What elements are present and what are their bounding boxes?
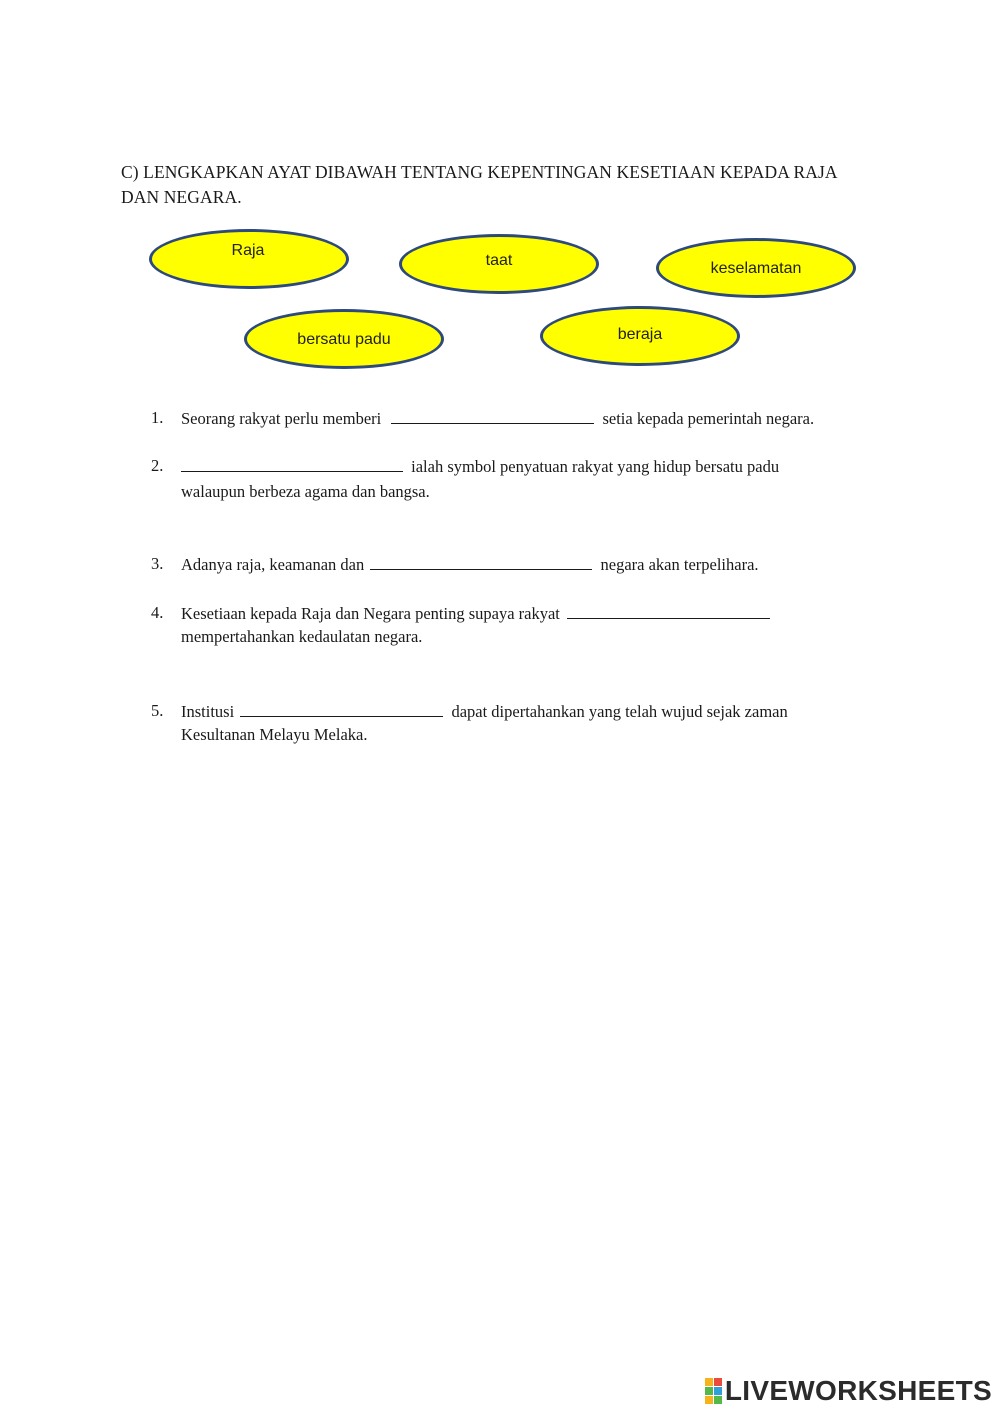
question-5-text-after: dapat dipertahankan yang telah wujud sejak zaman (451, 702, 788, 721)
question-5-line (181, 699, 788, 724)
question-2-continuation: walaupun berbeza agama dan bangsa. (181, 482, 430, 501)
word-option-taat[interactable] (399, 234, 599, 294)
word-option-beraja[interactable] (540, 306, 740, 366)
question-3-text-before: Adanya raja, keamanan dan (181, 555, 365, 574)
question-1-line (181, 406, 814, 431)
answer-blank-3[interactable] (370, 552, 592, 570)
question-5-continuation: Kesultanan Melayu Melaka. (181, 725, 368, 744)
question-4-number: 4. (151, 603, 164, 622)
question-1-text-after: setia kepada pemerintah negara. (602, 409, 815, 428)
answer-blank-5[interactable] (240, 699, 443, 717)
word-option-bersatu-padu[interactable] (244, 309, 444, 369)
answer-blank-4[interactable] (567, 601, 770, 619)
question-2-line (181, 454, 779, 479)
question-3-text-after: negara akan terpelihara. (600, 555, 759, 574)
liveworksheets-logo (705, 1375, 992, 1407)
instruction-heading: C) LENGKAPKAN AYAT DIBAWAH TENTANG KEPENTINGAN KESETIAAN KEPADA RAJA DAN NEGARA. (121, 162, 837, 207)
brand-name: LIVEWORKSHEETS (724, 1375, 992, 1406)
word-option-raja[interactable] (149, 229, 349, 289)
question-4-continuation: mempertahankan kedaulatan negara. (181, 627, 423, 646)
question-4-text-before: Kesetiaan kepada Raja dan Negara penting supaya rakyat (181, 604, 560, 623)
word-option-label: Raja (231, 242, 265, 259)
question-3-number: 3. (151, 554, 164, 573)
word-option-label: bersatu padu (297, 331, 391, 348)
question-3-line (181, 552, 759, 577)
word-option-keselamatan[interactable] (656, 238, 856, 298)
question-5-number: 5. (151, 701, 164, 720)
word-option-label: beraja (617, 326, 663, 343)
question-1-number: 1. (151, 408, 164, 427)
word-option-label: keselamatan (710, 260, 802, 277)
word-option-label: taat (485, 252, 513, 269)
liveworksheets-mark-icon (705, 1378, 722, 1404)
answer-blank-2[interactable] (181, 454, 403, 472)
question-2-number: 2. (151, 456, 164, 475)
question-4-line (181, 601, 770, 626)
question-2-text-after: ialah symbol penyatuan rakyat yang hidup bersatu padu (411, 457, 780, 476)
answer-blank-1[interactable] (391, 406, 594, 424)
question-5-text-before: Institusi (181, 702, 235, 721)
question-1-text-before: Seorang rakyat perlu memberi (181, 409, 382, 428)
